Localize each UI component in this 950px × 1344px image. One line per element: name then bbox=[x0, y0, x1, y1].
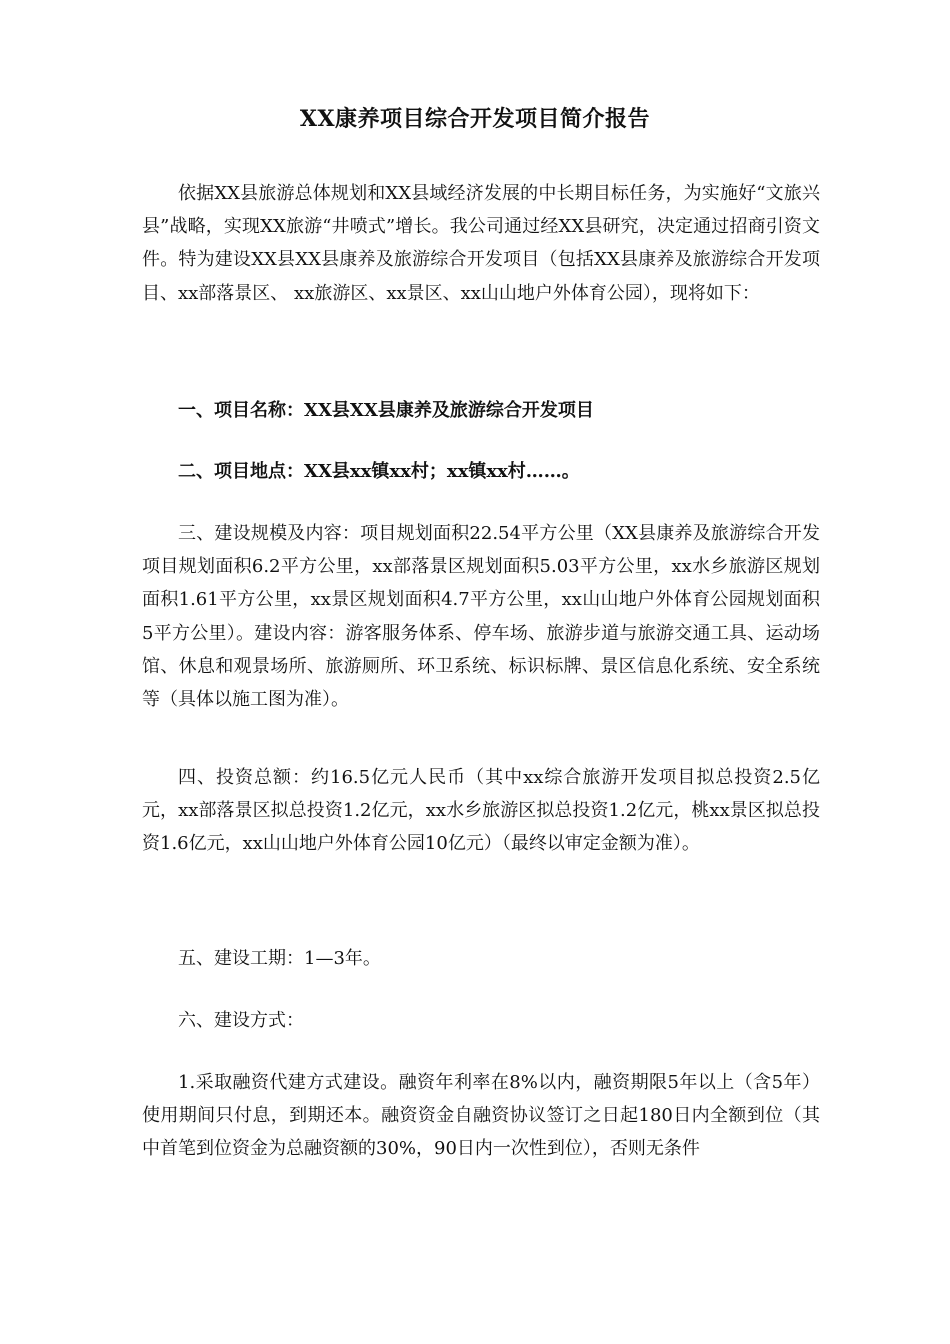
section-project-name: 一、项目名称：XX县XX县康养及旅游综合开发项目 bbox=[178, 400, 594, 421]
section-project-location: 二、项目地点：XX县xx镇xx村；xx镇xx村……。 bbox=[178, 461, 580, 482]
section-construction-method: 六、建设方式： bbox=[178, 1010, 304, 1031]
section-construction-period: 五、建设工期：1—3年。 bbox=[178, 948, 381, 969]
document-title: XX康养项目综合开发项目简介报告 bbox=[299, 106, 651, 132]
method-item-1: 1.采取融资代建方式建设。融资年利率在8%以内，融资期限5年以上（含5年）使用期间只付息，到期还本。融资资金自融资协议签订之日起180日内全额到位（其中首笔到位资金为总融资额的30%，90日内一次性到位），否则无条件 bbox=[142, 1072, 820, 1160]
intro-paragraph: 依据XX县旅游总体规划和XX县域经济发展的中长期目标任务，为实施好“文旅兴县”战略，实现XX旅游“井喷式”增长。我公司通过经XX县研究，决定通过招商引资文件。特为建设XX县XX县康养及旅游综合开发项目（包括XX县康养及旅游综合开发项目、xx部落景区、 xx旅游区、xx景区、xx山山地户外体育公园），现将如下： bbox=[142, 183, 820, 304]
section-construction-scale: 三、建设规模及内容：项目规划面积22.54平方公里（XX县康养及旅游综合开发项目规划面积6.2平方公里，xx部落景区规划面积5.03平方公里，xx水乡旅游区规划面积1.61平方公里，xx景区规划面积4.7平方公里，xx山山地户外体育公园规划面积5平方公里）。建设内容：游客服务体系、停车场、旅游步道与旅游交通工具、运动场馆、休息和观景场所、旅游厕所、环卫系统、标识标牌、景区信息化系统、安全系统等（具体以施工图为准）。 bbox=[142, 523, 820, 711]
section-total-investment: 四、投资总额：约16.5亿元人民币（其中xx综合旅游开发项目拟总投资2.5亿元，xx部落景区拟总投资1.2亿元，xx水乡旅游区拟总投资1.2亿元，桃xx景区拟总投资1.6亿元，xx山山地户外体育公园10亿元）（最终以审定金额为准）。 bbox=[142, 767, 820, 855]
